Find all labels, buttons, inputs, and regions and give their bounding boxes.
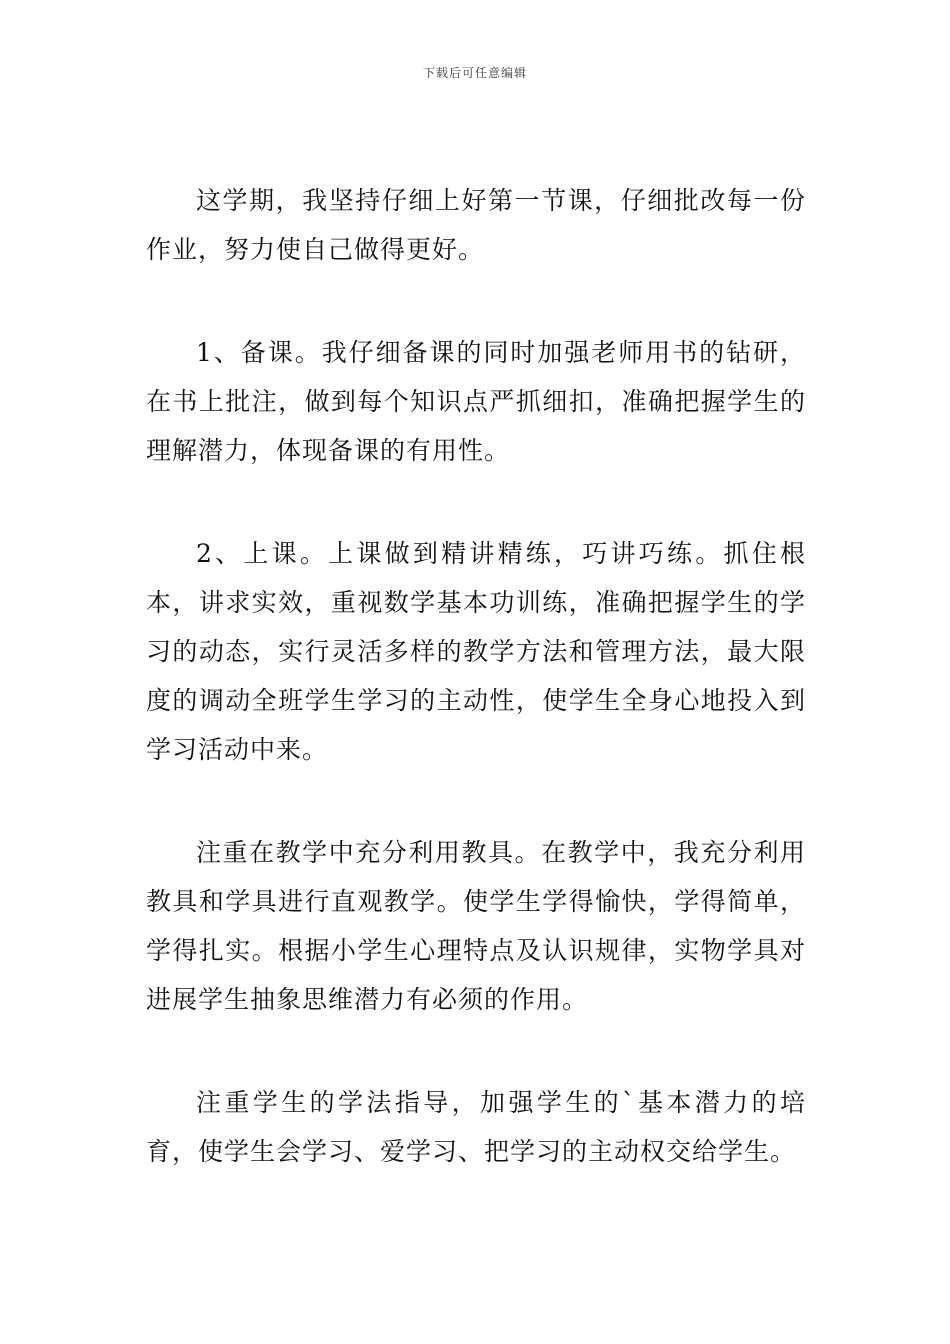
paragraph-lesson-prep: 1、备课。我仔细备课的同时加强老师用书的钻研，在书上批注，做到每个知识点严抓细扣，准确把握学生的理解潜力，体现备课的有用性。: [146, 338, 806, 465]
paragraph-teaching: 2、上课。上课做到精讲精练，巧讲巧练。抓住根本，讲求实效，重视数学基本功训练，准确把握学生的学习的动态，实行灵活多样的教学方法和管理方法，最大限度的调动全班学生学习的主动性，使学生全身心地投入到学习活动中来。: [146, 539, 806, 764]
paragraph-study-methods: 注重学生的学法指导，加强学生的`基本潜力的培育，使学生会学习、爱学习、把学习的主动权交给学生。: [146, 1088, 806, 1166]
paragraph-intro: 这学期，我坚持仔细上好第一节课，仔细批改每一份作业，努力使自己做得更好。: [146, 186, 806, 264]
paragraph-teaching-aids: 注重在教学中充分利用教具。在教学中，我充分利用教具和学具进行直观教学。使学生学得愉快，学得简单，学得扎实。根据小学生心理特点及认识规律，实物学具对进展学生抽象思维潜力有必须的作用。: [146, 838, 806, 1014]
document-body: [146, 176, 806, 1230]
header-note: 下载后可任意编辑: [422, 66, 527, 80]
